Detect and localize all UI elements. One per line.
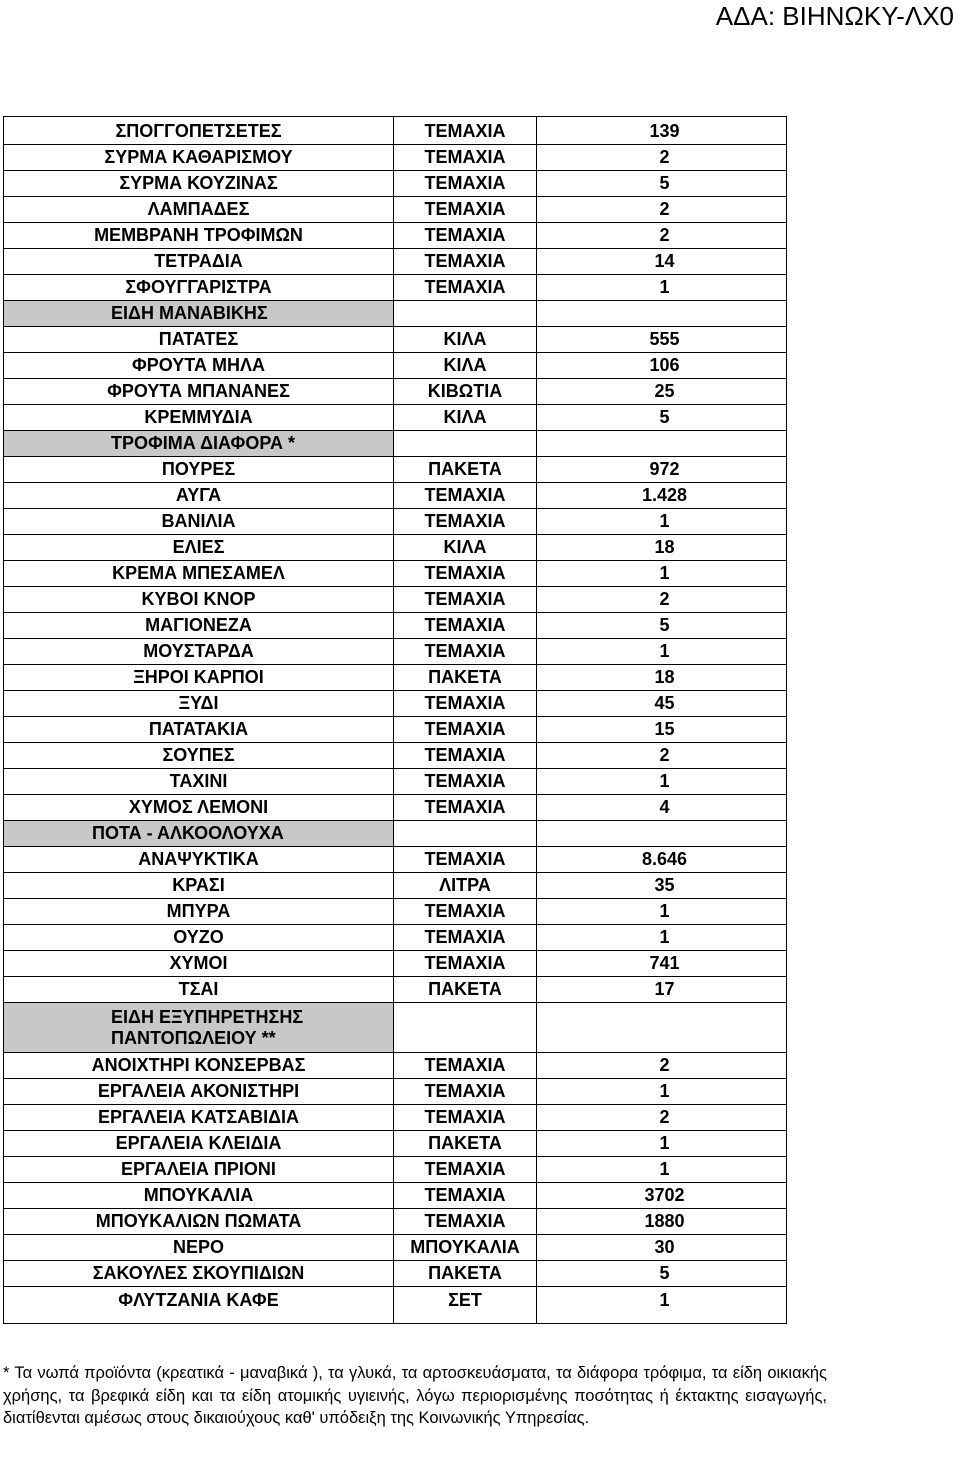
item-name: ΜΠΥΡΑ (4, 899, 394, 925)
item-quantity: 1 (659, 277, 670, 297)
category-label: ΕΙΔΗ ΕΞΥΠΗΡΕΤΗΣΗΣ ΠΑΝΤΟΠΩΛΕΙΟΥ ** (4, 1003, 394, 1053)
item-quantity-cell (537, 457, 787, 483)
item-name: ΣΑΚΟΥΛΕΣ ΣΚΟΥΠΙΔΙΩΝ (4, 1261, 394, 1287)
item-quantity-cell (537, 327, 787, 353)
item-name: ΜΟΥΣΤΑΡΔΑ (4, 639, 394, 665)
item-quantity: 1.428 (641, 485, 688, 505)
item-unit: ΤΕΜΑΧΙΑ (394, 223, 537, 249)
empty-unit-cell (394, 301, 537, 327)
table-row (4, 483, 787, 509)
item-quantity-cell (537, 847, 787, 873)
item-quantity-cell (537, 639, 787, 665)
item-unit: ΠΑΚΕΤΑ (394, 1131, 537, 1157)
table-row (4, 613, 787, 639)
item-name: ΕΡΓΑΛΕΙΑ ΚΛΕΙΔΙΑ (4, 1131, 394, 1157)
item-name: ΕΡΓΑΛΕΙΑ ΚΑΤΣΑΒΙΔΙΑ (4, 1105, 394, 1131)
item-quantity: 2 (659, 589, 670, 609)
item-quantity: 1 (659, 1081, 670, 1101)
item-name: ΦΡΟΥΤΑ ΜΠΑΝΑΝΕΣ (4, 379, 394, 405)
item-unit: ΤΕΜΑΧΙΑ (394, 117, 537, 145)
item-quantity: 3702 (644, 1185, 685, 1205)
item-unit: ΤΕΜΑΧΙΑ (394, 1209, 537, 1235)
item-quantity: 15 (654, 719, 675, 739)
item-quantity-cell (537, 1131, 787, 1157)
empty-unit-cell (394, 1003, 537, 1053)
item-name: ΜΕΜΒΡΑΝΗ ΤΡΟΦΙΜΩΝ (4, 223, 394, 249)
item-name: ΒΑΝΙΛΙΑ (4, 509, 394, 535)
item-quantity-cell (537, 353, 787, 379)
item-quantity: 1 (659, 1290, 670, 1310)
item-quantity-cell (537, 1235, 787, 1261)
item-name: ΧΥΜΟΙ (4, 951, 394, 977)
item-unit: ΤΕΜΑΧΙΑ (394, 639, 537, 665)
category-row (4, 1003, 787, 1053)
items-table (3, 116, 787, 1324)
item-name: ΣΦΟΥΓΓΑΡΙΣΤΡΑ (4, 275, 394, 301)
item-quantity-cell (537, 117, 787, 145)
table-row (4, 1157, 787, 1183)
item-unit: ΤΕΜΑΧΙΑ (394, 249, 537, 275)
item-unit: ΠΑΚΕΤΑ (394, 1261, 537, 1287)
item-unit: ΤΕΜΑΧΙΑ (394, 951, 537, 977)
item-name: ΠΑΤΑΤΕΣ (4, 327, 394, 353)
category-label: ΠΟΤΑ - ΑΛΚΟΟΛΟΥΧΑ (4, 821, 394, 847)
item-quantity: 5 (659, 173, 670, 193)
item-quantity-cell (537, 275, 787, 301)
empty-qty-cell (537, 1003, 787, 1053)
item-quantity: 1 (659, 641, 670, 661)
item-unit: ΤΕΜΑΧΙΑ (394, 1079, 537, 1105)
table-row (4, 1131, 787, 1157)
item-quantity-cell (537, 743, 787, 769)
item-unit: ΚΙΛΑ (394, 327, 537, 353)
item-unit: ΤΕΜΑΧΙΑ (394, 1157, 537, 1183)
item-name: ΚΡΕΜΜΥΔΙΑ (4, 405, 394, 431)
item-unit: ΤΕΜΑΧΙΑ (394, 899, 537, 925)
item-name: ΣΠΟΓΓΟΠΕΤΣΕΤΕΣ (4, 117, 394, 145)
item-quantity: 1 (659, 511, 670, 531)
item-quantity: 5 (659, 407, 670, 427)
category-row (4, 301, 787, 327)
table-row (4, 561, 787, 587)
item-quantity-cell (537, 1183, 787, 1209)
item-name: ΕΛΙΕΣ (4, 535, 394, 561)
table-row (4, 925, 787, 951)
item-unit: ΤΕΜΑΧΙΑ (394, 587, 537, 613)
item-unit: ΤΕΜΑΧΙΑ (394, 171, 537, 197)
item-quantity: 139 (649, 121, 680, 141)
item-name: ΜΑΓΙΟΝΕΖΑ (4, 613, 394, 639)
item-quantity: 8.646 (641, 849, 688, 869)
item-quantity-cell (537, 613, 787, 639)
item-quantity-cell (537, 405, 787, 431)
item-name: ΑΝΟΙΧΤΗΡΙ ΚΟΝΣΕΡΒΑΣ (4, 1053, 394, 1079)
table-row (4, 639, 787, 665)
table-row (4, 977, 787, 1003)
item-name: ΜΠΟΥΚΑΛΙΑ (4, 1183, 394, 1209)
table-row (4, 197, 787, 223)
item-quantity: 2 (659, 199, 670, 219)
item-name: ΦΡΟΥΤΑ ΜΗΛΑ (4, 353, 394, 379)
table-row (4, 717, 787, 743)
item-name: ΑΝΑΨΥΚΤΙΚΑ (4, 847, 394, 873)
table-row (4, 1261, 787, 1287)
item-name: ΕΡΓΑΛΕΙΑ ΑΚΟΝΙΣΤΗΡΙ (4, 1079, 394, 1105)
item-name: ΛΑΜΠΑΔΕΣ (4, 197, 394, 223)
item-quantity-cell (537, 769, 787, 795)
item-quantity-cell (537, 197, 787, 223)
item-name: ΕΡΓΑΛΕΙΑ ΠΡΙΟΝΙ (4, 1157, 394, 1183)
item-quantity: 1 (659, 771, 670, 791)
item-quantity-cell (537, 509, 787, 535)
item-unit: ΣΕΤ (394, 1287, 537, 1324)
item-quantity-cell (537, 249, 787, 275)
item-quantity-cell (537, 1053, 787, 1079)
table-row (4, 1287, 787, 1324)
item-quantity: 2 (659, 225, 670, 245)
item-unit: ΠΑΚΕΤΑ (394, 457, 537, 483)
item-quantity-cell (537, 483, 787, 509)
empty-unit-cell (394, 431, 537, 457)
item-unit: ΤΕΜΑΧΙΑ (394, 743, 537, 769)
item-unit: ΤΕΜΑΧΙΑ (394, 1053, 537, 1079)
item-quantity: 5 (659, 1263, 670, 1283)
item-unit: ΤΕΜΑΧΙΑ (394, 275, 537, 301)
item-unit: ΠΑΚΕΤΑ (394, 977, 537, 1003)
item-quantity-cell (537, 1079, 787, 1105)
table-row (4, 223, 787, 249)
item-quantity: 1 (659, 927, 670, 947)
empty-qty-cell (537, 301, 787, 327)
ada-code: ΑΔΑ: ΒΙΗΝΩΚΥ-ΛΧ0 (715, 1, 954, 31)
item-quantity-cell (537, 171, 787, 197)
item-quantity: 2 (659, 1107, 670, 1127)
item-quantity-cell (537, 951, 787, 977)
item-unit: ΜΠΟΥΚΑΛΙΑ (394, 1235, 537, 1261)
item-name: ΝΕΡΟ (4, 1235, 394, 1261)
item-name: ΞΗΡΟΙ ΚΑΡΠΟΙ (4, 665, 394, 691)
item-unit: ΤΕΜΑΧΙΑ (394, 925, 537, 951)
table-row (4, 249, 787, 275)
item-quantity: 106 (649, 355, 680, 375)
item-unit: ΤΕΜΑΧΙΑ (394, 509, 537, 535)
table-row (4, 145, 787, 171)
item-quantity-cell (537, 535, 787, 561)
item-name: ΧΥΜΟΣ ΛΕΜΟΝΙ (4, 795, 394, 821)
item-quantity: 14 (654, 251, 675, 271)
item-quantity-cell (537, 1287, 787, 1324)
empty-qty-cell (537, 431, 787, 457)
item-quantity: 2 (659, 745, 670, 765)
table-row (4, 1053, 787, 1079)
item-name: ΟΥΖΟ (4, 925, 394, 951)
category-label: ΤΡΟΦΙΜΑ ΔΙΑΦΟΡΑ * (4, 431, 394, 457)
table-row (4, 951, 787, 977)
item-quantity: 1 (659, 1159, 670, 1179)
item-quantity-cell (537, 1261, 787, 1287)
item-unit: ΤΕΜΑΧΙΑ (394, 795, 537, 821)
table-row (4, 353, 787, 379)
item-quantity-cell (537, 925, 787, 951)
table-row (4, 587, 787, 613)
item-unit: ΤΕΜΑΧΙΑ (394, 197, 537, 223)
item-name: ΚΡΕΜΑ ΜΠΕΣΑΜΕΛ (4, 561, 394, 587)
category-row (4, 821, 787, 847)
item-unit: ΤΕΜΑΧΙΑ (394, 847, 537, 873)
table-row (4, 405, 787, 431)
item-name: ΣΥΡΜΑ ΚΟΥΖΙΝΑΣ (4, 171, 394, 197)
table-row (4, 171, 787, 197)
table-row (4, 795, 787, 821)
item-unit: ΤΕΜΑΧΙΑ (394, 691, 537, 717)
item-name: ΞΥΔΙ (4, 691, 394, 717)
table-row (4, 327, 787, 353)
item-unit: ΠΑΚΕΤΑ (394, 665, 537, 691)
item-unit: ΚΙΛΑ (394, 353, 537, 379)
item-quantity-cell (537, 665, 787, 691)
item-name: ΑΥΓΑ (4, 483, 394, 509)
item-unit: ΚΙΛΑ (394, 405, 537, 431)
table-row (4, 1235, 787, 1261)
item-unit: ΤΕΜΑΧΙΑ (394, 769, 537, 795)
table-row (4, 1079, 787, 1105)
item-quantity-cell (537, 873, 787, 899)
item-quantity-cell (537, 1105, 787, 1131)
item-unit: ΤΕΜΑΧΙΑ (394, 613, 537, 639)
item-quantity-cell (537, 717, 787, 743)
item-quantity: 1 (659, 563, 670, 583)
item-name: ΣΥΡΜΑ ΚΑΘΑΡΙΣΜΟΥ (4, 145, 394, 171)
item-quantity-cell (537, 223, 787, 249)
item-name: ΚΥΒΟΙ ΚΝΟΡ (4, 587, 394, 613)
table-row (4, 743, 787, 769)
item-quantity: 1880 (644, 1211, 685, 1231)
footnote: * Τα νωπά προϊόντα (κρεατικά - μαναβικά ), τα γλυκά, τα αρτοσκευάσματα, τα διάφορα τρόφιμα, τα είδη οικιακής χρήσης, τα βρεφικά είδη και τα είδη ατομικής υγιεινής, λόγω περιορισμένης ποσότητας ή έκτακτης εισαγωγής, διατίθενται αμέσως στους δικαιούχους καθ' υπόδειξη της Κοινωνικής Υπηρεσίας. (3, 1364, 827, 1427)
item-name: ΤΕΤΡΑΔΙΑ (4, 249, 394, 275)
items-table-body (4, 117, 787, 1324)
table-row (4, 847, 787, 873)
table-row (4, 899, 787, 925)
category-row (4, 431, 787, 457)
item-unit: ΤΕΜΑΧΙΑ (394, 1183, 537, 1209)
item-quantity-cell (537, 977, 787, 1003)
item-name: ΠΟΥΡΕΣ (4, 457, 394, 483)
item-quantity-cell (537, 587, 787, 613)
table-row (4, 275, 787, 301)
table-row (4, 691, 787, 717)
item-quantity: 17 (654, 979, 675, 999)
item-unit: ΤΕΜΑΧΙΑ (394, 561, 537, 587)
table-row (4, 457, 787, 483)
table-row (4, 535, 787, 561)
item-unit: ΤΕΜΑΧΙΑ (394, 1105, 537, 1131)
item-quantity-cell (537, 561, 787, 587)
table-row (4, 769, 787, 795)
item-unit: ΤΕΜΑΧΙΑ (394, 145, 537, 171)
item-quantity: 35 (654, 875, 675, 895)
item-quantity: 4 (659, 797, 670, 817)
item-quantity: 25 (654, 381, 675, 401)
table-row (4, 379, 787, 405)
item-name: ΤΑΧΙΝΙ (4, 769, 394, 795)
table-row (4, 509, 787, 535)
item-name: ΚΡΑΣΙ (4, 873, 394, 899)
item-quantity: 5 (659, 615, 670, 635)
item-name: ΠΑΤΑΤΑΚΙΑ (4, 717, 394, 743)
item-quantity: 555 (649, 329, 680, 349)
item-quantity: 18 (654, 537, 675, 557)
table-row (4, 873, 787, 899)
item-unit: ΤΕΜΑΧΙΑ (394, 717, 537, 743)
item-unit: ΚΙΛΑ (394, 535, 537, 561)
item-quantity-cell (537, 691, 787, 717)
table-row (4, 1209, 787, 1235)
table-row (4, 1183, 787, 1209)
table-row (4, 117, 787, 145)
item-quantity: 1 (659, 1133, 670, 1153)
item-quantity-cell (537, 379, 787, 405)
item-unit: ΛΙΤΡΑ (394, 873, 537, 899)
item-quantity: 30 (654, 1237, 675, 1257)
item-quantity-cell (537, 795, 787, 821)
item-quantity: 1 (659, 901, 670, 921)
item-name: ΣΟΥΠΕΣ (4, 743, 394, 769)
empty-unit-cell (394, 821, 537, 847)
category-label: ΕΙΔΗ ΜΑΝΑΒΙΚΗΣ (4, 301, 394, 327)
item-quantity: 972 (649, 459, 680, 479)
item-quantity: 741 (649, 953, 680, 973)
item-name: ΦΛΥΤΖΑΝΙΑ ΚΑΦΕ (4, 1287, 394, 1324)
table-row (4, 665, 787, 691)
item-name: ΜΠΟΥΚΑΛΙΩΝ ΠΩΜΑΤΑ (4, 1209, 394, 1235)
item-unit: ΚΙΒΩΤΙΑ (394, 379, 537, 405)
item-quantity-cell (537, 1157, 787, 1183)
item-unit: ΤΕΜΑΧΙΑ (394, 483, 537, 509)
table-row (4, 1105, 787, 1131)
item-quantity-cell (537, 145, 787, 171)
item-quantity: 45 (654, 693, 675, 713)
empty-qty-cell (537, 821, 787, 847)
item-quantity-cell (537, 899, 787, 925)
item-name: ΤΣΑΙ (4, 977, 394, 1003)
item-quantity: 2 (659, 147, 670, 167)
item-quantity: 18 (654, 667, 675, 687)
item-quantity-cell (537, 1209, 787, 1235)
item-quantity: 2 (659, 1055, 670, 1075)
